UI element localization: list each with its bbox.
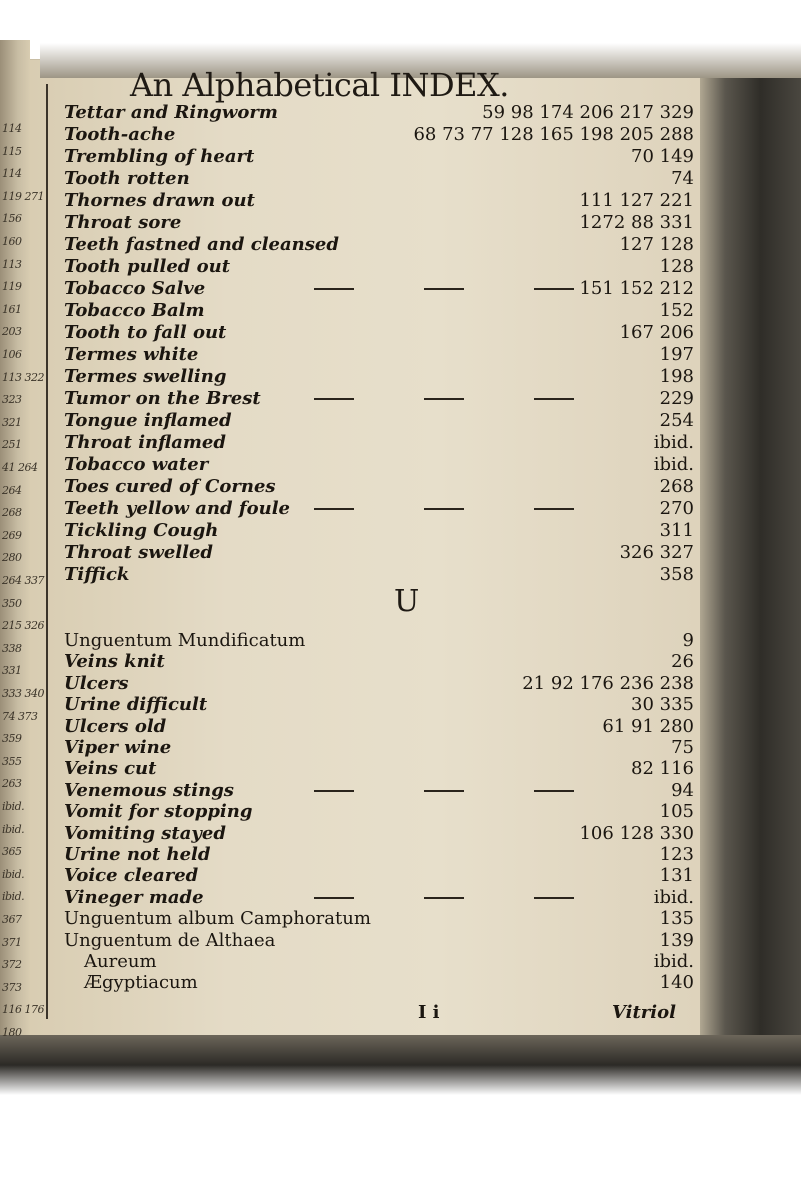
index-entry [64,564,694,586]
entry-pages: 358 [659,564,694,585]
leader-dash [314,288,354,290]
entry-name: Ægyptiacum [84,972,198,994]
margin-number: 113 [2,257,22,271]
entry-name: Tettar and Ringworm [64,102,278,123]
index-entry [64,146,694,168]
margin-number: 114 [2,122,22,135]
leader-dash [534,508,574,510]
entry-pages: 82 116 [631,758,694,780]
bottom-shadow [0,1035,801,1095]
leader-dash [424,398,464,400]
entry-pages: 326 327 [619,542,694,563]
leader-dash [534,398,574,400]
entry-pages: 21 92 176 236 238 [522,672,694,694]
margin-number: 269 [2,528,22,542]
index-entry [64,498,694,520]
entry-name: Tobacco Balm [64,300,205,321]
index-entry [64,801,694,823]
entry-name: Teeth fastned and cleansed [64,234,339,255]
catchword-signature: I i [418,1002,440,1023]
entry-name: Voice cleared [64,865,199,887]
margin-number: 106 [2,348,22,361]
margin-number: 41 264 [2,461,38,474]
entry-pages: 229 [659,388,694,409]
margin-rule [46,84,48,1019]
entry-pages: 74 [671,168,694,189]
entry-name: Tooth to fall out [64,322,227,343]
entry-name: Tooth-ache [64,124,176,145]
entry-name: Veins knit [64,651,165,673]
index-entry [64,542,694,564]
entry-name: Vomiting stayed [64,822,226,844]
margin-number: 323 [2,393,22,407]
index-entry [64,344,694,366]
entry-pages: 270 [659,498,694,519]
margin-number: 113 322 [2,370,44,384]
index-entry [64,865,694,887]
leader-dash [534,897,574,899]
entry-name: Trembling of heart [64,146,255,167]
entry-pages: 26 [671,651,694,673]
entry-pages: ibid. [653,886,694,908]
entry-name: Tongue inflamed [64,410,232,431]
index-entry [64,908,694,930]
index-entry [64,930,694,952]
margin-number: 160 [2,235,22,248]
entry-name: Throat sore [64,212,182,233]
index-entry [64,322,694,344]
entry-pages: 152 [659,300,694,321]
entry-name: Tobacco water [64,454,209,475]
entry-name: Vomit for stopping [64,801,253,823]
margin-number: 180 [2,1026,22,1039]
margin-number: 264 [2,483,22,497]
entry-pages: 123 [659,844,694,865]
margin-number: 74 373 [2,709,38,723]
index-entry [64,673,694,695]
entry-name: Unguentum album Camphoratum [64,908,371,930]
index-entry [64,716,694,738]
margin-number: 355 [2,754,22,768]
binding-shadow-right [700,40,801,1060]
entry-name: Throat inflamed [64,432,226,453]
entry-name: Unguentum Mundificatum [64,630,306,651]
entry-pages: 68 73 77 128 165 198 205 288 [413,124,694,145]
index-entry [64,844,694,866]
index-entry [64,102,694,124]
margin-number: 321 [2,415,22,429]
entry-name: Aureum [84,951,157,972]
index-entry [64,410,694,432]
entry-name: Vineger made [64,886,204,908]
margin-number: 263 [2,777,22,791]
entry-pages: 311 [659,520,694,541]
margin-number: 338 [2,641,22,655]
entry-pages: 61 91 280 [602,715,694,737]
index-entry [64,454,694,476]
index-entry [64,780,694,802]
entry-pages: 135 [659,908,694,930]
margin-number: 333 340 [2,687,44,700]
entry-name: Unguentum de Althaea [64,929,276,951]
entry-name: Viper wine [64,737,172,758]
index-entry [64,300,694,322]
index-entry [64,278,694,300]
index-entry [64,972,694,994]
entry-pages: 75 [671,737,694,758]
margin-number: 350 [2,596,22,610]
index-entry [64,190,694,212]
leader-dash [534,790,574,792]
entry-name: Throat swelled [64,542,214,563]
entry-name: Ulcers old [64,715,167,737]
entry-pages: 167 206 [619,322,694,343]
entry-name: Tobacco Salve [64,278,206,299]
entry-pages: 70 149 [631,146,694,167]
margin-number: 115 [2,144,22,158]
index-entry [64,887,694,909]
entry-pages: 254 [659,410,694,431]
margin-number: 280 [2,551,22,565]
entry-pages: 128 [659,256,694,277]
index-entry [64,212,694,234]
index-entry [64,256,694,278]
entry-pages: ibid. [653,454,694,475]
index-entry [64,823,694,845]
margin-number: 264 337 [2,574,44,587]
margin-number: 114 [2,167,22,181]
margin-number: 156 [2,212,22,226]
margin-number: 161 [2,302,22,316]
leader-dash [314,398,354,400]
margin-number: ibid. [2,800,25,813]
entry-pages: ibid. [653,432,694,453]
margin-number: 119 271 [2,189,44,203]
entry-pages: 151 152 212 [579,278,694,299]
index-entry [64,432,694,454]
index-entry [64,758,694,780]
margin-number: 215 326 [2,619,44,633]
margin-number: 371 [2,935,22,949]
leader-dash [424,897,464,899]
entry-pages: 1272 88 331 [579,212,694,233]
entry-pages: 127 128 [619,234,694,255]
index-entry [64,951,694,973]
leader-dash [314,508,354,510]
margin-number: 119 [2,280,22,294]
margin-number: 373 [2,980,22,994]
entry-pages: 106 128 330 [579,822,694,844]
entry-pages: 94 [671,779,694,801]
entry-name: Veins cut [64,758,157,780]
leader-dash [424,790,464,792]
entry-pages: 131 [659,865,694,887]
margin-number: 251 [2,438,22,452]
index-entry [64,651,694,673]
entry-name: Urine difficult [64,694,208,716]
running-header: An Alphabetical INDEX. [130,66,509,104]
entry-name: Termes swelling [64,366,227,387]
index-entry [64,388,694,410]
entry-name: Thornes drawn out [64,190,255,211]
leader-dash [424,288,464,290]
entry-pages: 198 [659,366,694,387]
entry-pages: ibid. [653,951,694,972]
entry-pages: 59 98 174 206 217 329 [482,102,694,123]
entry-pages: 111 127 221 [579,190,694,211]
entry-pages: 9 [682,630,694,651]
margin-number: 372 [2,958,22,972]
margin-number: 116 176 [2,1003,44,1017]
margin-number: ibid. [2,867,25,881]
index-entry [64,630,694,652]
entry-name: Tooth pulled out [64,256,231,277]
entry-pages: 197 [659,344,694,365]
index-entry [64,520,694,542]
leader-dash [534,288,574,290]
entry-pages: 105 [659,801,694,823]
entry-pages: 30 335 [631,694,694,716]
entry-name: Teeth yellow and foule [64,498,290,519]
leader-dash [314,897,354,899]
section-letter-u: U [394,584,420,619]
margin-number: 359 [2,732,22,746]
entry-pages: 139 [659,929,694,951]
margin-number: 268 [2,506,22,520]
entry-name: Tiffick [64,564,130,585]
entry-name: Tumor on the Brest [64,388,261,409]
index-entry [64,694,694,716]
leader-dash [424,508,464,510]
margin-number: 203 [2,325,22,339]
catchword-next: Vitriol [612,1002,676,1023]
entry-name: Termes white [64,344,199,365]
index-entry [64,234,694,256]
entry-pages: 140 [659,972,694,994]
index-entry [64,366,694,388]
index-entry [64,737,694,759]
entry-pages: 268 [659,476,694,497]
entry-name: Tooth rotten [64,168,190,189]
index-entry [64,124,694,146]
index-entry [64,168,694,190]
margin-number: ibid. [2,822,25,836]
entry-name: Toes cured of Cornes [64,476,276,497]
leader-dash [314,790,354,792]
margin-number: 367 [2,913,22,926]
margin-number: ibid. [2,890,25,904]
margin-number: 365 [2,845,22,859]
entry-name: Tickling Cough [64,520,219,541]
entry-name: Ulcers [64,672,129,694]
entry-name: Venemous stings [64,779,234,801]
margin-number: 331 [2,664,22,678]
entry-name: Urine not held [64,844,211,865]
index-entry [64,476,694,498]
